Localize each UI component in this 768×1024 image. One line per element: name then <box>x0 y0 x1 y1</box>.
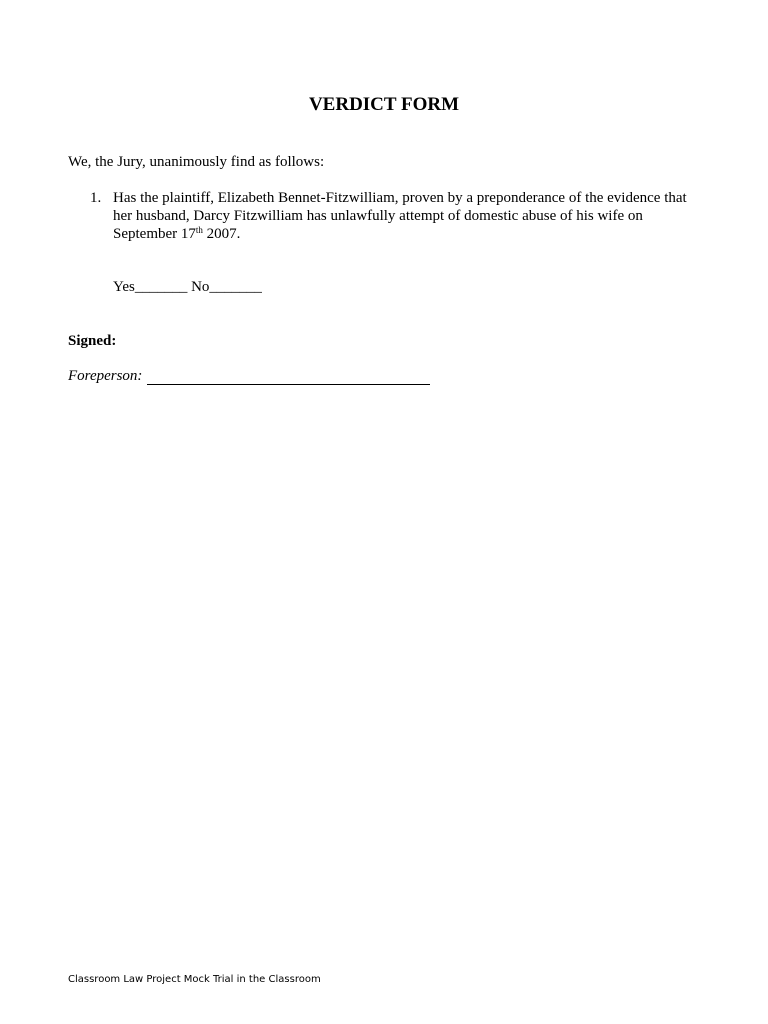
answer-line <box>113 278 262 296</box>
foreperson-signature-row <box>68 367 430 385</box>
question-text-superscript: th <box>195 225 203 235</box>
no-blank: No_______ <box>191 279 262 295</box>
question-number: 1. <box>90 190 102 206</box>
foreperson-label: Foreperson: <box>68 368 143 384</box>
question-text-main: Has the plaintiff, Elizabeth Bennet-Fitzwilliam, proven by a preponderance of the evidence that her husband, Darcy Fitzwilliam has unlawfully attempt of domestic abuse of his wife on September 17 <box>113 190 687 242</box>
page-title: VERDICT FORM <box>308 94 460 115</box>
page-footer: Classroom Law Project Mock Trial in the Classroom <box>68 974 321 985</box>
intro-statement: We, the Jury, unanimously find as follows: <box>68 154 325 170</box>
question-text <box>113 189 703 243</box>
yes-blank: Yes_______ <box>113 279 188 295</box>
signed-label: Signed: <box>68 333 117 349</box>
question-text-end: 2007. <box>202 226 241 242</box>
signature-line <box>147 368 430 385</box>
